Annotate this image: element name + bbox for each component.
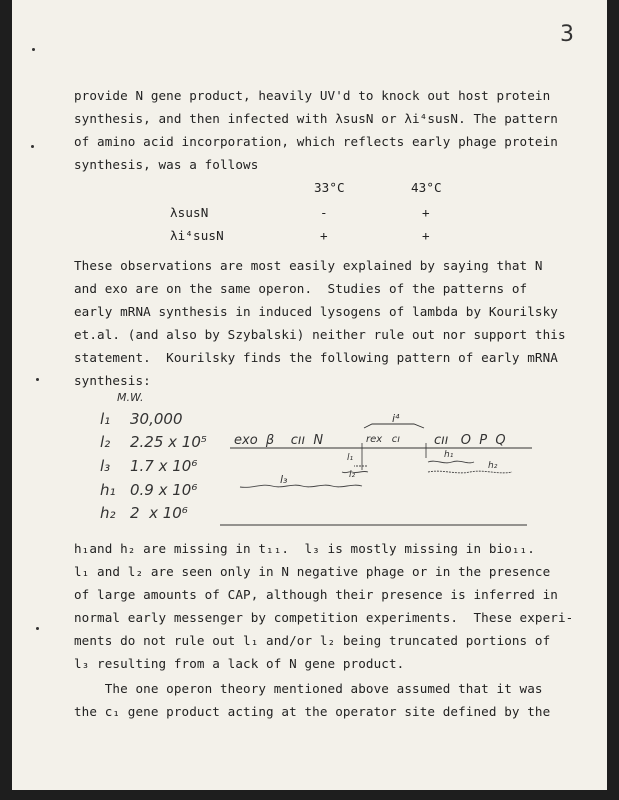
map-h2-label: h₂ (488, 461, 498, 471)
mw-item-value: 2.25 x 10⁵ (130, 433, 207, 451)
text-line: l₁ and l₂ are seen only in N negative phage or in the presence (74, 564, 551, 579)
table-cell: + (422, 205, 430, 220)
map-rex-ci: rex cı (366, 434, 400, 445)
map-i4-label: i⁴ (392, 412, 400, 425)
h1-transcript (428, 461, 474, 463)
map-h1-label: h₁ (444, 450, 454, 460)
text-line: h₁and h₂ are missing in t₁₁. l₃ is mostly missing in bio₁₁. (74, 541, 535, 556)
text-line: synthesis: (74, 373, 151, 388)
mw-item-name: l₂ (100, 433, 111, 451)
text-line: provide N gene product, heavily UV'd to knock out host protein (74, 88, 551, 103)
text-line: early mRNA synthesis in induced lysogens of lambda by Kourilsky (74, 304, 558, 319)
document-page (12, 0, 607, 790)
text-line: ments do not rule out l₁ and/or l₂ being truncated portions of (74, 633, 551, 648)
table-cell: + (320, 228, 328, 243)
map-l3-label: l₃ (280, 473, 288, 486)
genetic-map-diagram (12, 0, 607, 790)
table-row-label: λsusN (170, 205, 209, 220)
text-line: These observations are most easily explained by saying that N (74, 258, 543, 273)
mw-header: M.W. (117, 391, 144, 404)
mw-item-value: 1.7 x 10⁶ (130, 457, 198, 475)
mw-item-value: 30,000 (130, 410, 183, 428)
text-line: statement. Kourilsky finds the following pattern of early mRNA (74, 350, 558, 365)
h2-transcript (428, 471, 512, 473)
text-line: of large amounts of CAP, although their presence is inferred in (74, 587, 558, 602)
page-number: 3 (560, 22, 574, 47)
table-row-label: λi⁴susN (170, 228, 224, 243)
mw-item-value: 2 x 10⁶ (130, 504, 188, 522)
mw-item-name: h₂ (100, 504, 116, 522)
map-l2-label: l₂ (349, 470, 356, 480)
text-line: l₃ resulting from a lack of N gene product. (74, 656, 405, 671)
table-cell: - (320, 205, 328, 220)
map-genes-right: cıı O P Q (434, 433, 506, 448)
table-header-43: 43°C (411, 180, 442, 195)
text-line: the c₁ gene product acting at the operator site defined by the (74, 704, 551, 719)
map-l1-label: l₁ (347, 453, 354, 463)
map-genes-left: exo β cıı N (234, 433, 324, 448)
table-header-33: 33°C (314, 180, 345, 195)
text-line: et.al. (and also by Szybalski) neither rule out nor support this (74, 327, 566, 342)
text-line: normal early messenger by competition experiments. These experi- (74, 610, 574, 625)
mw-item-name: h₁ (100, 481, 116, 499)
text-line: The one operon theory mentioned above assumed that it was (74, 681, 543, 696)
l3-transcript (240, 485, 362, 487)
table-cell: + (422, 228, 430, 243)
mw-item-value: 0.9 x 10⁶ (130, 481, 198, 499)
text-line: and exo are on the same operon. Studies of the patterns of (74, 281, 528, 296)
text-line: of amino acid incorporation, which reflects early phage protein (74, 134, 558, 149)
mw-item-name: l₁ (100, 410, 111, 428)
text-line: synthesis, was a follows (74, 157, 259, 172)
text-line: synthesis, and then infected with λsusN or λi⁴susN. The pattern (74, 111, 558, 126)
mw-item-name: l₃ (100, 457, 111, 475)
